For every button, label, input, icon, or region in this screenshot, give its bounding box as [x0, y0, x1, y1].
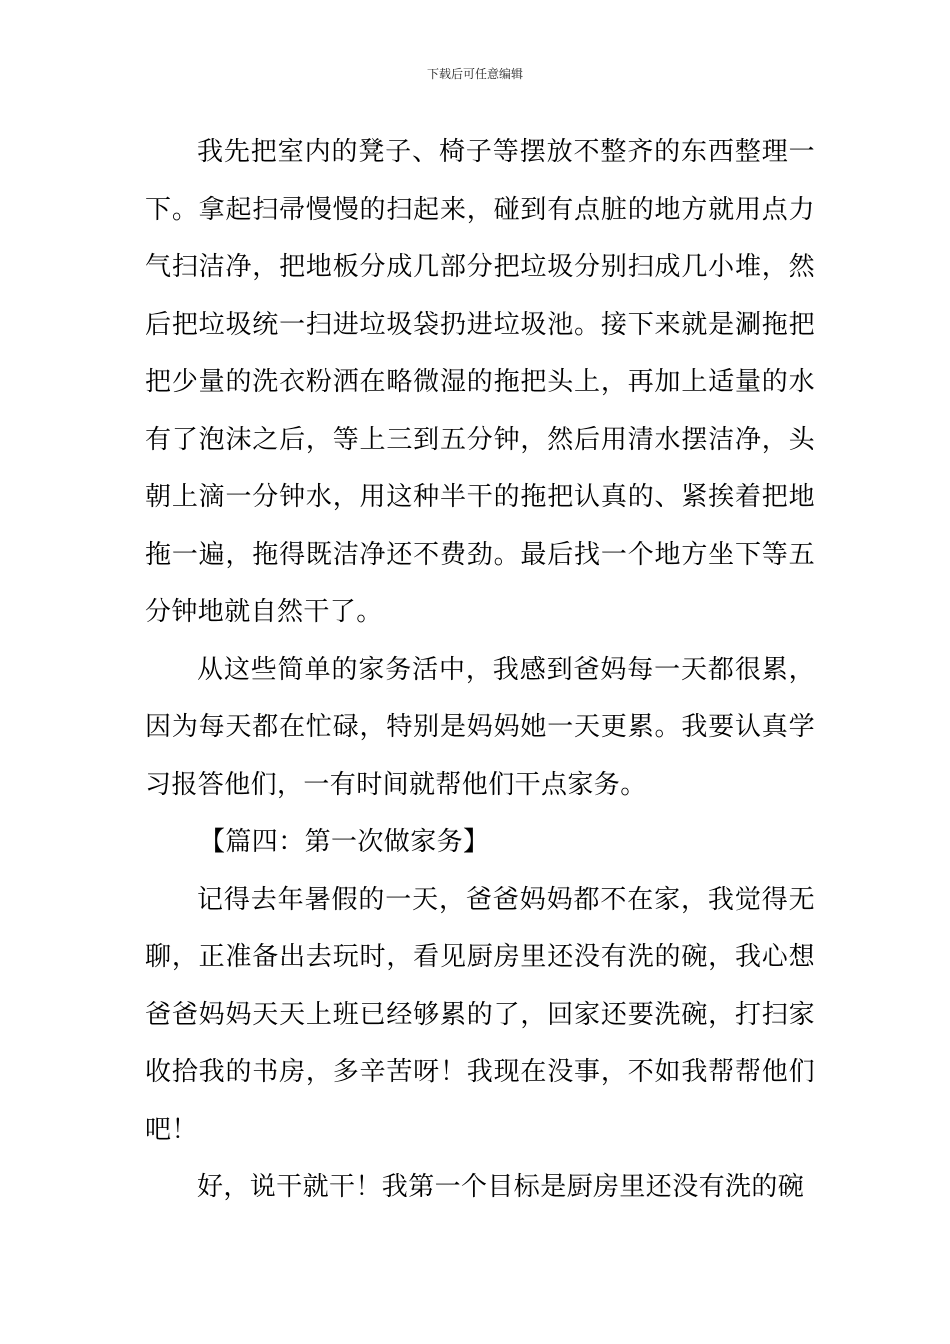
paragraph-first-target: 好，说干就干！我第一个目标是厨房里还没有洗的碗 — [197, 1172, 805, 1202]
paragraph-cleaning: 我先把室内的凳子、椅子等摆放不整齐的东西整理一下。拿起扫帚慢慢的扫起来，碰到有点脏的地方就用点力气扫洁净，把地板分成几部分把垃圾分别扫成几小堆，然后把垃圾统一扫进垃圾袋扔进垃圾池。接下来就是涮拖把把少量的洗衣粉洒在略微湿的拖把头上，再加上适量的水有了泡沫之后，等上三到五分钟，然后用清水摆洁净，头朝上滴一分钟水，用这种半干的拖把认真的、紧挨着把地拖一遍，拖得既洁净还不费劲。最后找一个地方坐下等五分钟地就自然干了。 — [145, 137, 815, 627]
section-heading: 【篇四：第一次做家务】 — [199, 827, 490, 857]
document-body — [145, 124, 815, 1217]
page-header: 下载后可任意编辑 — [426, 67, 523, 81]
paragraph-summer-day: 记得去年暑假的一天，爸爸妈妈都不在家，我觉得无聊，正准备出去玩时，看见厨房里还没有洗的碗，我心想爸爸妈妈天天上班已经够累的了，回家还要洗碗，打扫家收拾我的书房，多辛苦呀！我现在没事，不如我帮帮他们吧！ — [145, 884, 815, 1145]
paragraph-reflection: 从这些简单的家务活中，我感到爸妈每一天都很累，因为每天都在忙碌，特别是妈妈她一天更累。我要认真学习报答他们，一有时间就帮他们干点家务。 — [145, 654, 815, 800]
